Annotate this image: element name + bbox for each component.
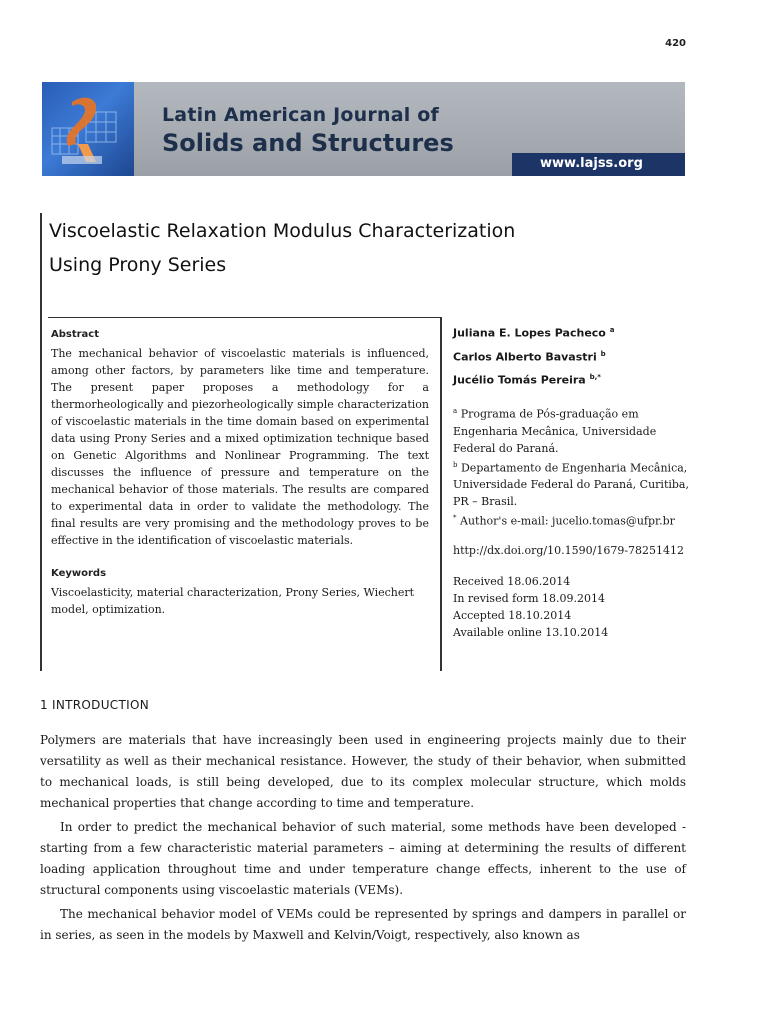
revised-date: In revised form 18.09.2014 [453,591,605,605]
author-name [453,346,693,366]
journal-banner [42,82,685,176]
affiliation-b [453,457,693,511]
affiliation-b-text: Departamento de Engenharia Mecânica, Universidade Federal do Paraná, Curitiba, PR – Brasil. [453,461,689,509]
author-2-sup: b [600,349,606,358]
body-text [40,695,686,949]
keywords-heading: Keywords [51,568,107,579]
affiliation-a-text: Programa de Pós-graduação em Engenharia Mecânica, Universidade Federal do Paraná. [453,407,657,455]
page-number: 420 [665,38,686,49]
body-paragraph: In order to predict the mechanical behavior of such material, some methods have been developed - starting from a few characteristic material parameters – aiming at determining the results of different loading application throughout time and under temperature change effects, inherent to the use of structural components using viscoelastic materials (VEMs). [40,820,686,897]
publication-dates [453,573,693,641]
banner-title-line2: Solids and Structures [162,129,454,157]
body-paragraph: Polymers are materials that have increasingly been used in engineering projects mainly due to their versatility as well as their mechanical resistance. However, the study of their behavior, when submitted to mechanical loads, is still being developed, due to its complex molecular structure, which molds mechanical properties that change according to time and temperature. [40,733,686,810]
affiliation-a [453,403,693,457]
author-1-sup: a [609,326,615,334]
author-email-text[interactable]: Author's e-mail: jucelio.tomas@ufpr.br [460,514,675,528]
author-info-column [453,322,693,641]
section-heading-introduction: 1 INTRODUCTION [40,698,149,712]
author-name [453,322,693,342]
author-2-name: Carlos Alberto Bavastri [453,350,597,364]
author-3-sup: b,* [589,373,601,382]
abstract-heading: Abstract [51,329,100,340]
keywords-text: Viscoelasticity, material characterization, Prony Series, Wiechert model, optimization. [51,586,415,616]
keywords-section [51,565,429,618]
received-date: Received 18.06.2014 [453,574,571,588]
online-date: Available online 13.10.2014 [453,625,609,639]
accepted-date: Accepted 18.10.2014 [453,608,572,622]
author-name [453,369,693,389]
affiliations [453,403,693,530]
banner-title-line1: Latin American Journal of [162,104,439,126]
author-1-name: Juliana E. Lopes Pacheco [453,326,606,340]
paper-title [49,214,609,282]
affiliation-a-sup: a [453,406,458,415]
title-left-rule [40,213,42,671]
paper-title-line2: Using Prony Series [49,254,227,276]
author-email [453,510,693,530]
paper-title-line1: Viscoelastic Relaxation Modulus Characterization [49,220,516,242]
doi-link[interactable]: http://dx.doi.org/10.1590/1679-78251412 [453,543,685,557]
abstract-top-rule [48,317,441,318]
journal-logo-icon [42,82,134,176]
author-3-name: Jucélio Tomás Pereira [453,373,586,387]
journal-url-link[interactable]: www.lajss.org [540,156,643,171]
body-paragraph: The mechanical behavior model of VEMs could be represented by springs and dampers in parallel or in series, as seen in the models by Maxwell and Kelvin/Voigt, respectively, also known as [40,907,686,942]
abstract-text: The mechanical behavior of viscoelastic materials is influenced, among other factors, by parameters like time and temperature. The present paper proposes a methodology for a thermorheologically and piezorheologically simple characterization of viscoelastic materials in the time domain based on experimental data using Prony Series and a mixed optimization technique based on Genetic Algorithms and Nonlinear Programming. The text discusses the influence of pressure and temperature on the mechanical behavior of those materials. The results are compared to experimental data in order to validate the methodology. The final results are very promising and the methodology proves to be effective in the identification of viscoelastic materials. [51,347,429,547]
affiliation-b-sup: b [453,460,458,469]
abstract-section [51,326,429,618]
abstract-right-rule [440,317,442,671]
author-email-sup: * [453,514,457,523]
